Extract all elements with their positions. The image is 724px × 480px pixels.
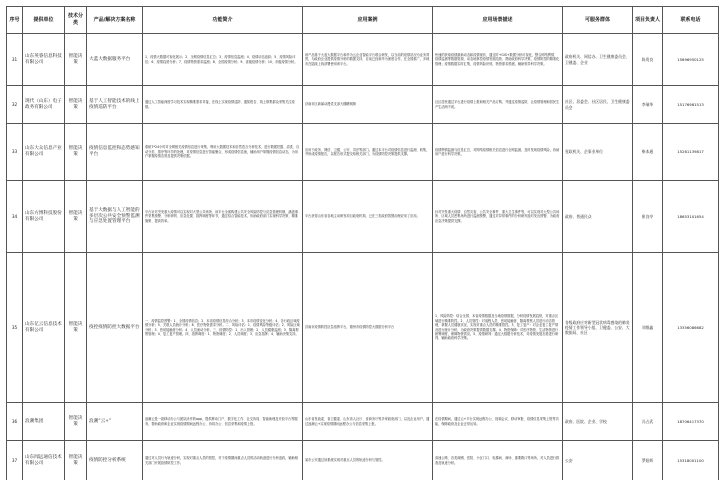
cell-phone: 18653101654 xyxy=(663,181,719,253)
cell-type: 智能决策 xyxy=(65,34,87,86)
cell-phone: 15176981513 xyxy=(663,86,719,124)
cell-type: 智能决策 xyxy=(65,124,87,181)
header-cell-person: 项目负责人 xyxy=(633,7,663,34)
cell-product: 疫控疫情防控大数据平台 xyxy=(87,253,143,403)
cell-type: 智能决策 xyxy=(65,441,87,480)
cell-intro: 一、疫情监控预警：1、全国疫情信息；2、本省疫情信息综合分析；3、本市疫情变化分析；4、各行政区域疫情分析；5、关联人员统计分析；6、医疗物资需求分析。二、风险评估：1、疫情风险等级评估；2、风险区域分析；3、密切接触者分析；4、人员流动分析。三、疫情防控：1、出入管理；2、人员健康监测；3、隔离观察管理；4、复工复产管理。四、指挥调度：1、物资调度；2、人员调度；3、应急指挥；4、辅助决策支持。 xyxy=(143,253,303,403)
header-cell-type: 技术分类 xyxy=(65,7,87,34)
cell-scene: 针对突发重大疫情、自然灾害、公共安全事件、重大卫生事件等，可以实现对大型公共场所、区域人员密集场所进行监测预警，通过对异常事件的分析研判及时发出预警，为政府应急决策提供支撑。 xyxy=(433,181,563,253)
cell-case: 应用于政务、网信、卫健、公安、司法等部门。通过本平台对疫情信息进行监测、收集，并形成疫情报告，以报告形式提交给相关部门，为疫情防控决策提供支撑。 xyxy=(303,124,433,181)
cell-number: 31 xyxy=(7,34,23,86)
table-row xyxy=(7,403,719,441)
cell-case: 济南市疫情防控应急指挥平台，德州市疫情防控大数据分析平台 xyxy=(303,253,433,403)
cell-case: 平台获得山东省各地主动研发项目政府机构，已在三类政府智慧治理应用了应用。 xyxy=(303,181,433,253)
cell-case: 该产品基于大蓝大数据平台和华为云企业智能平台联合研发，以当前的疫情状况为业务背景，为政府企业提供疫情分析的数据支持，目前已经和华为深度合作，在全国推广，多地市在陆续上线部署使用该平台。 xyxy=(303,34,433,86)
cell-group: 公安 xyxy=(563,441,633,480)
table-row xyxy=(7,181,719,253)
header-cell-group: 可服务群体 xyxy=(563,7,633,34)
cell-scene: 高速公路、各类商圈、医院、小区门口、电梯间、商场、重要路口等场所，对人员进行排查及轨迹分析。 xyxy=(433,441,563,480)
cell-intro: 系统7*24小时对全网相关疫情信息进行采集，利用大数据技术和自然语言分析技术，进行数据挖掘、清洗、自动分类、排序等环节的处理，对疫情信息进行智能聚合，形成疫情信息流，辅助用户掌握疫情信息动态，为用户掌握疫情态势及提供决策依据。 xyxy=(143,124,303,181)
cell-product: 疫情防控分析系统 xyxy=(87,441,143,480)
header-cell-product: 产品/解决方案名称 xyxy=(87,7,143,34)
cell-case: 济南市区新闻动漫党支部大棚塘城街 xyxy=(303,86,433,124)
cell-intro: 通过对人员行为轨迹分析，实现对重点人员的管控，对于疫情期间重点人员的活动轨迹进行分析追踪，辅助相关部门开展疫情防控工作。 xyxy=(143,441,303,480)
cell-group: 政府机关、网信办、卫生健康委员会、卫健委、企业 xyxy=(563,34,633,86)
cell-group: 党政机关、企事业单位 xyxy=(563,124,633,181)
cell-person: 冯占武 xyxy=(633,403,663,441)
cell-scene: 社区居民通过平台进行疫情上报和相关产品订购，并通过疫情巡防，让疫情管理和居民生产生活两不误。 xyxy=(433,86,563,124)
product-table xyxy=(6,6,719,480)
cell-person: 李瑞华 xyxy=(633,86,663,124)
cell-company: 现代（山东）电子政务有限公司 xyxy=(23,86,65,124)
cell-phone: 15896950125 xyxy=(663,34,719,86)
cell-group: 各级政府应对新型冠状病毒感染的肺炎疫情工作领导小组、卫健委、公安、大数据局、社区 xyxy=(563,253,633,403)
cell-person: 罗阳辉 xyxy=(633,441,663,480)
header-row xyxy=(7,7,719,34)
cell-number: 34 xyxy=(7,181,23,253)
cell-company: 山东英睿信息科技有限公司 xyxy=(23,34,65,86)
header-cell-case: 应用案例 xyxy=(303,7,433,34)
header-cell-number: 序号 xyxy=(7,7,23,34)
header-cell-intro: 功能简介 xyxy=(143,7,303,34)
cell-product: 疫情信息监控和态势感知平台 xyxy=(87,124,143,181)
cell-type: 智能决策 xyxy=(65,253,87,403)
cell-case: 山东省发改委、省卫健委、山东省人社厅、省商务厅等多家政府部门，以及企业用户，通过浪潮云+实现疫情期间远程办公与信息采集上报。 xyxy=(303,403,433,441)
cell-number: 32 xyxy=(7,86,23,124)
cell-case: 某市公安通过该系统实现对重点人员的轨迹分析与管控。 xyxy=(303,441,433,480)
cell-intro: 平台针对突发重大疫情可以实现对大型公共场所、该平台全面构建公共安全风险防控与应急管理机制，涵盖事件采集预警、分析研判、应急处置、指挥调度等环节，通过结合智能技术，协助政府部门实现科学决策、精准施策、提高效率。 xyxy=(143,181,303,253)
cell-number: 33 xyxy=(7,124,23,181)
cell-phone: 15318001100 xyxy=(663,441,719,480)
table-row xyxy=(7,253,719,403)
cell-number: 36 xyxy=(7,403,23,441)
cell-phone: 18706417370 xyxy=(663,403,719,441)
cell-intro: 浪潮云是一款移动办公与团队协作的app，提供移动门户、数字化工作、社交协同、智能助理及开放平台等服务，帮助政府和企业实现疫情期间远程办公、协同办公、信息采集和疫情上报。 xyxy=(143,403,303,441)
cell-product: 大蓝大数据服务平台 xyxy=(87,34,143,86)
cell-type: 智能决策 xyxy=(65,86,87,124)
cell-intro: 通过人工智能深度学习技术实现精准需求对接，在线上实现疫情巡防、通知报告、线上散集群众采集关注疫情。 xyxy=(143,86,303,124)
cell-company: 山东闻远通信技术有限公司 xyxy=(23,441,65,480)
cell-intro: 1、疫情大数据可视化展示；2、全网疫情信息汇总；3、疫情信息监测；4、疫情动态追踪；5、疫情风险评估；6、疫情趋势分析；7、疫情物资需求监测；8、全国疫情分析；9、省级疫情分析；10、市级疫情分析。 xyxy=(143,34,303,86)
cell-person: 崔良亭 xyxy=(633,181,663,253)
cell-number: 35 xyxy=(7,253,23,403)
header-cell-phone: 联系电话 xyxy=(663,7,719,34)
table-row xyxy=(7,124,719,181)
header-cell-company: 提供单位 xyxy=(23,7,65,34)
cell-scene: 疫情舆情监测与信息汇总，对网络疫情相关信息进行全网监测，及时发现疫情风险，协助用户进行科学决策。 xyxy=(433,124,563,181)
header-cell-scene: 应用场景描述 xyxy=(433,7,563,34)
cell-person: 刘维鑫 xyxy=(633,253,663,403)
cell-phone: 15261139817 xyxy=(663,124,719,181)
cell-product: 基于大数据与人工智能的多层次公共安全预警监测与应急处置管理平台 xyxy=(87,181,143,253)
cell-product: 基于人工智能技术的线上疫情巡防平台 xyxy=(87,86,143,124)
table-row xyxy=(7,34,719,86)
cell-company: 山东大众信息产业有限公司 xyxy=(23,124,65,181)
table-row xyxy=(7,441,719,480)
cell-company: 浪潮集团 xyxy=(23,403,65,441)
cell-scene: 在疫情期间，通过云+平台实现远程办公、视频会议、移动审批、疫情信息采集上报等功能，保障政府及企业正常运转。 xyxy=(433,403,563,441)
cell-group: 政府、普通民众 xyxy=(563,181,633,253)
cell-company: 山东方博科技股份有限公司 xyxy=(23,181,65,253)
cell-number: 37 xyxy=(7,441,23,480)
cell-group: 政府、医院、企业、学校 xyxy=(563,403,633,441)
cell-type: 智能决策 xyxy=(65,181,87,253)
cell-type: 智能决策 xyxy=(65,403,87,441)
cell-scene: 快速的获取疫情最新动态和疫情现状，通过时+GIS+数据分析可视化，整合网络舆情、疫情监测等数据资源，动态地掌控疫情发展趋势，帮助政府科学决策，疫情防控的精准化管理；疫情数据实时汇集，疫情风险识别，物资需求预测，辅助领导科学决策。 xyxy=(433,34,563,86)
cell-phone: 13356086682 xyxy=(663,253,719,403)
cell-product: 浪潮“云+” xyxy=(87,403,143,441)
cell-company: 山东亿云信息技术有限公司 xyxy=(23,253,65,403)
table-row xyxy=(7,86,719,124)
cell-person: 陈贵良 xyxy=(633,34,663,86)
cell-scene: 1、风险防控：结合全国、本省疫情数据及当地疫情数据，分析疫情发展趋势，对重点区域进行精准防控。2、人员管控：对返程人员、密切接触者、隔离观察人员进行动态管理，掌握人员健康状况，实现对重点人员的精准管控。3、复工复产：对企业复工复产情况进行统计分析，为政府决策提供数据支撑。4、物资保障：对医疗物资、生活物资进行统筹调度，保障物资供应。5、疫情研判：通过大数据分析技术，对疫情发展态势进行研判，辅助政府科学决策。 xyxy=(433,253,563,403)
cell-group: 社区、居委会、社区居民、卫生健康委员会 xyxy=(563,86,633,124)
cell-person: 柴本通 xyxy=(633,124,663,181)
